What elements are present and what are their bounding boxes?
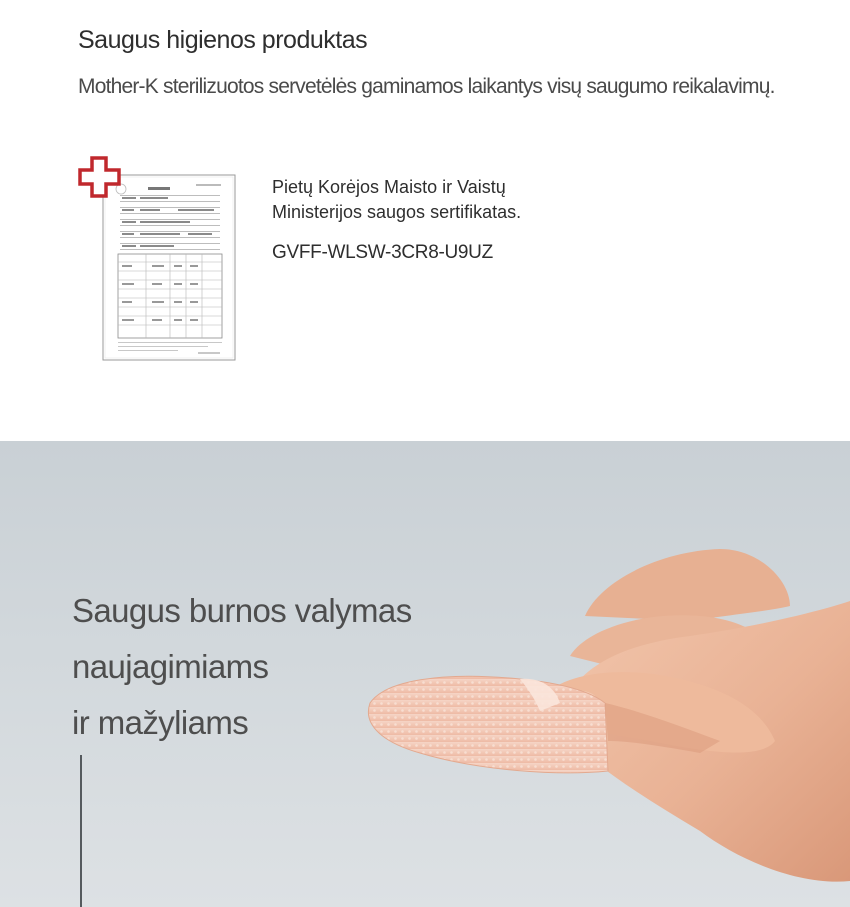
section-description: Mother-K sterilizuotos servetėlės gaminamos laikantys visų saugumo reikalavimų. xyxy=(78,75,775,98)
safety-section xyxy=(0,0,850,441)
section-title: Saugus higienos produktas xyxy=(78,26,368,54)
hero-title-line: naujagimiams xyxy=(72,648,269,685)
certificate-image xyxy=(78,156,238,362)
hero-section xyxy=(0,441,850,907)
hero-title xyxy=(72,583,412,751)
vertical-divider xyxy=(80,755,82,907)
certificate-description xyxy=(272,175,521,225)
certificate-line: Pietų Korėjos Maisto ir Vaistų xyxy=(272,177,506,197)
hero-title-line: ir mažyliams xyxy=(72,704,249,741)
hero-title-line: Saugus burnos valymas xyxy=(72,592,412,629)
certificate-line: Ministerijos saugos sertifikatas. xyxy=(272,202,522,222)
certificate-code: GVFF-WLSW-3CR8-U9UZ xyxy=(272,242,493,263)
